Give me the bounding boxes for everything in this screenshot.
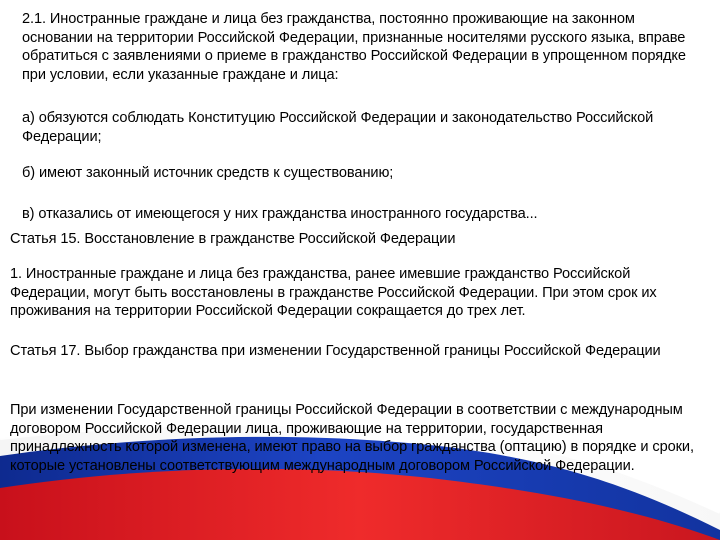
item-a: а) обязуются соблюдать Конституцию Российской Федерации и законодательство Российской Федерации; (22, 110, 654, 145)
article-17-text: При изменении Государственной границы Российской Федерации в соответствии с международным договором Российской Федерации лица, проживающие на территории, государственная принадлежность которой изменена, имеют право на выбор гражданства (оптацию) в порядке и сроки, которые установлены соответствующим международным договором Российской Федерации. (10, 402, 694, 474)
item-b: б) имеют законный источник средств к существованию; (22, 165, 394, 181)
paragraph-2-1: 2.1. Иностранные граждане и лица без гражданства, постоянно проживающие на законном основании на территории Российской Федерации, признанные носителями русского языка, вправе обратиться с заявлениями о приеме в гражданство Российской Федерации в упрощенном порядке при условии, если указанные граждане и лица: (22, 11, 686, 83)
article-15-heading: Статья 15. Восстановление в гражданстве Российской Федерации (10, 231, 456, 247)
article-17-heading: Статья 17. Выбор гражданства при изменении Государственной границы Российской Федерации (10, 343, 661, 359)
item-c: в) отказались от имеющегося у них гражданства иностранного государства... (22, 206, 538, 222)
article-15-text: 1. Иностранные граждане и лица без гражданства, ранее имевшие гражданство Российской Федерации, могут быть восстановлены в гражданстве Российской Федерации. При этом срок их проживания на территории Российской Федерации сокращается до трех лет. (10, 266, 657, 319)
